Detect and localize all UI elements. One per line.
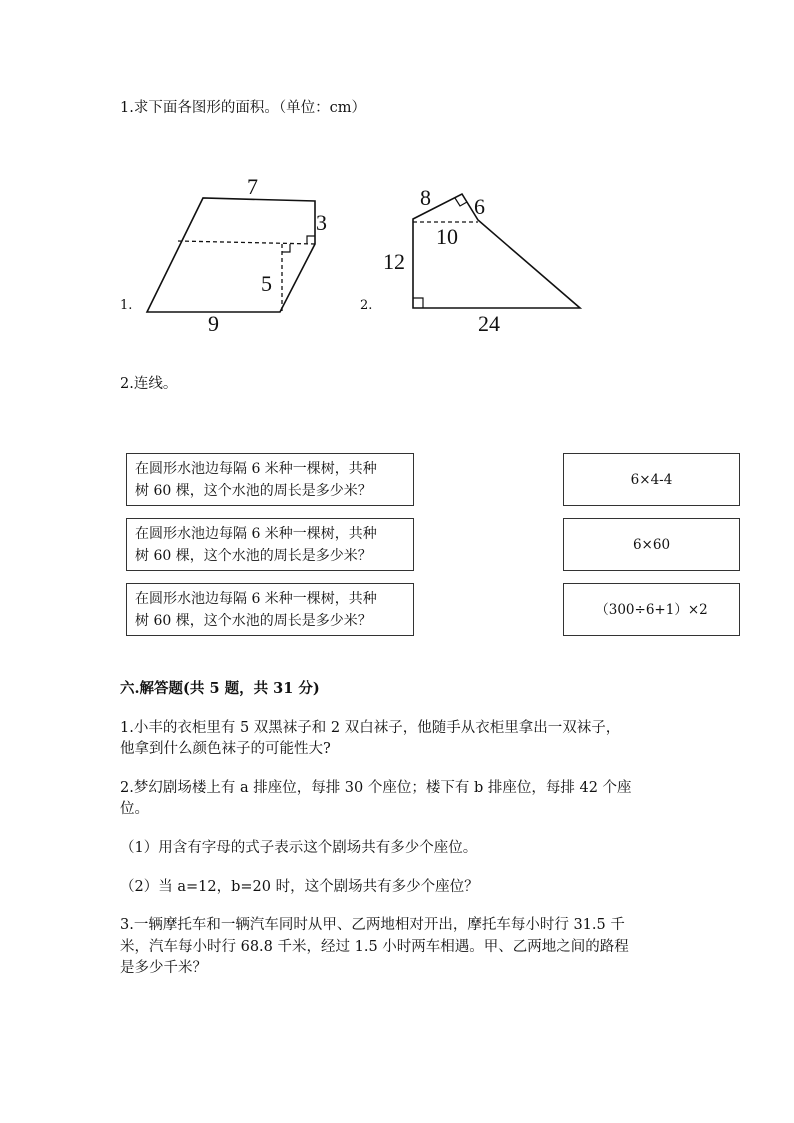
- match-left-box-3-line2: 树 60 棵，这个水池的周长是多少米？: [135, 613, 372, 629]
- figure-1-right-angle-mark: [282, 244, 290, 252]
- match-right-box-2-text: 6×60: [632, 536, 671, 553]
- figure-1-shape: [147, 198, 315, 312]
- figure-2-bottom-length: 24: [478, 311, 500, 336]
- figure-1-side-length: 3: [316, 210, 327, 235]
- match-left-box-1-line1: 在圆形水池边每隔 6 米种一棵树，共种: [135, 461, 377, 477]
- q3-line1: 3.一辆摩托车和一辆汽车同时从甲、乙两地相对开出，摩托车每小时行 31.5 千: [120, 917, 625, 933]
- match-left-box-3-line1: 在圆形水池边每隔 6 米种一棵树，共种: [135, 591, 377, 607]
- figure-2-top-left-length: 8: [420, 185, 431, 210]
- figure-2-outline: [413, 194, 580, 308]
- match-right-box-3-text: （300÷6+1）×2: [595, 601, 708, 618]
- match-left-box-1[interactable]: [126, 453, 414, 506]
- q2-line2: 位。: [120, 801, 149, 817]
- figure-2-right-angle-mark: [413, 298, 423, 308]
- figure-1-right-angle-mark-2: [307, 236, 315, 244]
- match-question-title: 2.连线。: [120, 376, 178, 392]
- figure-2-left-length: 12: [383, 249, 405, 274]
- section-six-heading: 六.解答题(共 5 题，共 31 分): [120, 680, 320, 697]
- match-right-box-1-text: 6×4-4: [630, 471, 673, 488]
- figure-1-height: 5: [261, 271, 272, 296]
- figure-2-dashed-length: 10: [436, 224, 458, 249]
- figure-1-bottom-length: 9: [208, 311, 219, 336]
- match-left-box-3[interactable]: [126, 583, 414, 636]
- q1-line1: 1.小丰的衣柜里有 5 双黑袜子和 2 双白袜子，他随手从衣柜里拿出一双袜子，: [120, 720, 621, 736]
- figure-1-dashed-base: [178, 241, 315, 244]
- q2-sub1: （1）用含有字母的式子表示这个剧场共有多少个座位。: [120, 840, 478, 856]
- area-question-title: 1.求下面各图形的面积。（单位：cm）: [120, 100, 366, 116]
- match-left-box-2-line1: 在圆形水池边每隔 6 米种一棵树，共种: [135, 526, 377, 542]
- figure-1-outline: [147, 198, 315, 312]
- match-left-box-1-line2: 树 60 棵，这个水池的周长是多少米？: [135, 483, 372, 499]
- q1-line2: 他拿到什么颜色袜子的可能性大?: [120, 741, 331, 757]
- q2-sub2: （2）当 a=12，b=20 时，这个剧场共有多少个座位？: [120, 879, 479, 895]
- q3-line3: 是多少千米？: [120, 960, 207, 976]
- match-left-box-2[interactable]: [126, 518, 414, 571]
- q3-line2: 米，汽车每小时行 68.8 千米，经过 1.5 小时两车相遇。甲、乙两地之间的路程: [120, 939, 629, 955]
- figure-2-shape: [413, 194, 580, 308]
- figure-2-top-right-length: 6: [474, 194, 485, 219]
- figure-1-label: 1.: [120, 298, 133, 313]
- match-right-box-1[interactable]: [563, 453, 740, 506]
- figure-1-top-length: 7: [247, 174, 258, 199]
- q2-line1: 2.梦幻剧场楼上有 a 排座位，每排 30 个座位；楼下有 b 排座位，每排 42 个座: [120, 780, 632, 796]
- match-left-box-2-line2: 树 60 棵，这个水池的周长是多少米？: [135, 548, 372, 564]
- match-right-box-3[interactable]: [563, 583, 740, 636]
- match-right-box-2[interactable]: [563, 518, 740, 571]
- figure-2-label: 2.: [360, 298, 373, 313]
